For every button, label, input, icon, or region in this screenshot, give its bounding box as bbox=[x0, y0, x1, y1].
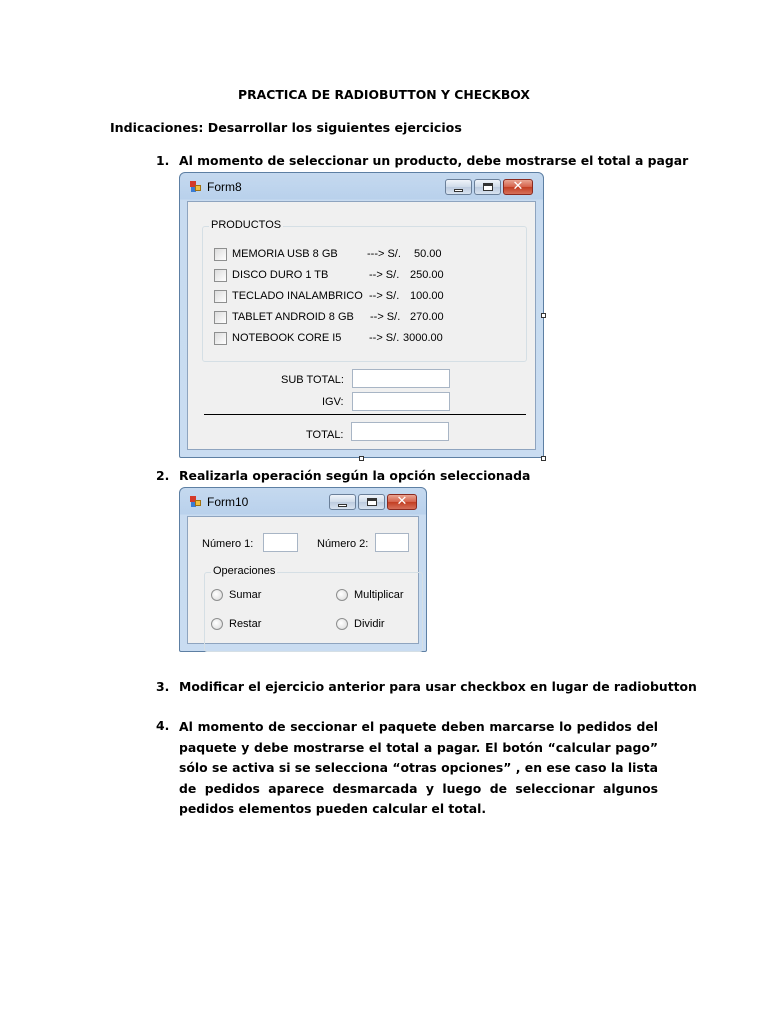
resize-handle[interactable] bbox=[541, 313, 546, 318]
group-label: Operaciones bbox=[213, 565, 276, 577]
exercise-4-text: Al momento de seccionar el paquete deben marcarse lo pedidos del paquete y debe mostrarse el total a pagar. El botón “calcular pago” sólo se activa si se selecciona “otras opciones” , en ese caso la lista de pedidos aparece desmarcada y luego de seleccionar algunos pedidos elementos pueden calcular el total. bbox=[179, 719, 658, 816]
minimize-icon bbox=[338, 504, 347, 507]
product-name: TABLET ANDROID 8 GB bbox=[232, 311, 354, 323]
minimize-button[interactable] bbox=[329, 494, 356, 510]
product-checkbox[interactable] bbox=[214, 290, 227, 303]
restar-label: Restar bbox=[229, 618, 262, 630]
product-name: TECLADO INALAMBRICO bbox=[232, 290, 363, 302]
total-field[interactable] bbox=[351, 422, 449, 441]
close-icon: ✕ bbox=[396, 494, 408, 509]
window-controls bbox=[327, 494, 417, 511]
sumar-radio[interactable] bbox=[211, 589, 223, 601]
form8-titlebar[interactable] bbox=[180, 173, 543, 201]
divider-line bbox=[204, 414, 526, 415]
product-arrow: --> S/. bbox=[370, 311, 401, 323]
window-title: Form8 bbox=[207, 180, 242, 194]
exercise-number: 2. bbox=[156, 468, 170, 483]
numero1-label: Número 1: bbox=[202, 538, 254, 550]
sumar-label: Sumar bbox=[229, 589, 262, 601]
exercise-number: 4. bbox=[156, 718, 170, 733]
multiplicar-radio[interactable] bbox=[336, 589, 348, 601]
dividir-radio[interactable] bbox=[336, 618, 348, 630]
resize-handle[interactable] bbox=[541, 456, 546, 461]
multiplicar-label: Multiplicar bbox=[354, 589, 404, 601]
product-checkbox[interactable] bbox=[214, 332, 227, 345]
close-button[interactable] bbox=[387, 494, 417, 510]
product-name: MEMORIA USB 8 GB bbox=[232, 248, 338, 260]
product-arrow: ---> S/. bbox=[367, 248, 401, 260]
subtotal-label: SUB TOTAL: bbox=[281, 374, 344, 386]
numero2-label: Número 2: bbox=[317, 538, 369, 550]
product-price: 3000.00 bbox=[403, 332, 443, 344]
product-arrow: --> S/. bbox=[369, 290, 400, 302]
igv-label: IGV: bbox=[322, 396, 344, 408]
subtotal-field[interactable] bbox=[352, 369, 450, 388]
product-price: 100.00 bbox=[410, 290, 444, 302]
resize-handle[interactable] bbox=[359, 456, 364, 461]
window-title: Form10 bbox=[207, 495, 249, 509]
app-icon bbox=[190, 181, 202, 193]
maximize-button[interactable] bbox=[358, 494, 385, 510]
maximize-icon bbox=[483, 183, 493, 191]
product-name: DISCO DURO 1 TB bbox=[232, 269, 329, 281]
numero2-field[interactable] bbox=[375, 533, 409, 552]
product-name: NOTEBOOK CORE I5 bbox=[232, 332, 342, 344]
form10-window bbox=[179, 487, 427, 652]
product-price: 250.00 bbox=[410, 269, 444, 281]
form10-client-area bbox=[187, 516, 419, 644]
product-price: 270.00 bbox=[410, 311, 444, 323]
close-icon: ✕ bbox=[512, 179, 524, 194]
form8-window bbox=[179, 172, 544, 458]
product-arrow: --> S/. bbox=[369, 269, 400, 281]
product-checkbox[interactable] bbox=[214, 269, 227, 282]
app-icon bbox=[190, 496, 202, 508]
document-title: PRACTICA DE RADIOBUTTON Y CHECKBOX bbox=[238, 87, 530, 102]
minimize-button[interactable] bbox=[445, 179, 472, 195]
restar-radio[interactable] bbox=[211, 618, 223, 630]
product-checkbox[interactable] bbox=[214, 248, 227, 261]
total-label: TOTAL: bbox=[306, 429, 344, 441]
form10-titlebar[interactable] bbox=[180, 488, 426, 516]
exercise-text: Al momento de seleccionar un producto, debe mostrarse el total a pagar bbox=[179, 153, 689, 168]
operaciones-groupbox bbox=[204, 565, 423, 652]
minimize-icon bbox=[454, 189, 463, 192]
numero1-field[interactable] bbox=[263, 533, 298, 552]
indications-heading: Indicaciones: Desarrollar los siguientes ejercicios bbox=[110, 120, 462, 135]
close-button[interactable] bbox=[503, 179, 533, 195]
maximize-icon bbox=[367, 498, 377, 506]
window-controls bbox=[443, 179, 533, 196]
product-price: 50.00 bbox=[414, 248, 442, 260]
exercise-text: Modificar el ejercicio anterior para usar checkbox en lugar de radiobutton bbox=[179, 679, 697, 694]
dividir-label: Dividir bbox=[354, 618, 385, 630]
exercise-number: 3. bbox=[156, 679, 170, 694]
igv-field[interactable] bbox=[352, 392, 450, 411]
exercise-text: Realizarla operación según la opción seleccionada bbox=[179, 468, 531, 483]
group-label: PRODUCTOS bbox=[211, 219, 282, 231]
product-arrow: --> S/. bbox=[369, 332, 400, 344]
exercise-number: 1. bbox=[156, 153, 170, 168]
form8-client-area bbox=[187, 201, 536, 450]
product-checkbox[interactable] bbox=[214, 311, 227, 324]
maximize-button[interactable] bbox=[474, 179, 501, 195]
